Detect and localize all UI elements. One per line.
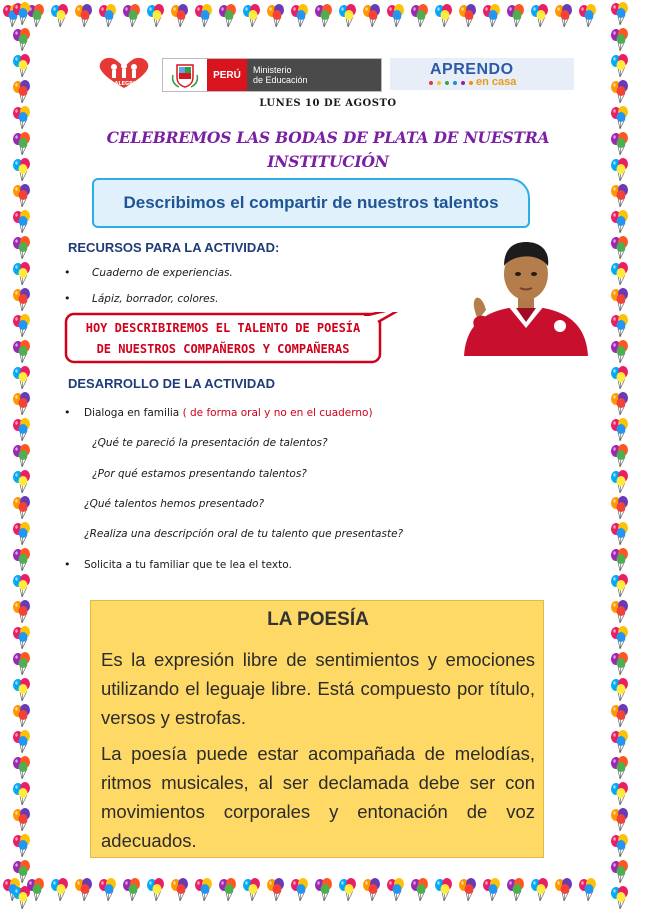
poesia-paragraph-1: Es la expresión libre de sentimientos y emociones utilizando el leguaje libre. Está compuesto por título, versos y estrofas. <box>101 649 535 728</box>
poesia-title: LA POESÍA <box>267 609 369 630</box>
balloon-icon <box>312 4 336 28</box>
bullet-dot-icon: • <box>64 292 71 305</box>
balloon-icon <box>608 158 632 182</box>
balloon-icon <box>10 444 34 468</box>
balloon-icon <box>72 4 96 28</box>
speech-bubble-text <box>64 318 382 360</box>
balloon-icon <box>608 886 632 910</box>
balloon-icon <box>10 392 34 416</box>
balloon-icon <box>608 678 632 702</box>
recursos-heading: RECURSOS PARA LA ACTIVIDAD: <box>68 240 280 255</box>
balloon-icon <box>608 418 632 442</box>
balloon-icon <box>552 878 576 902</box>
balloon-icon <box>408 878 432 902</box>
question-4: ¿Realiza una descripción oral de tu talento que presentaste? <box>84 528 404 540</box>
balloon-icon <box>608 54 632 78</box>
balloon-border-top <box>0 0 656 40</box>
fya-logo <box>96 56 152 90</box>
balloon-icon <box>168 878 192 902</box>
balloon-icon <box>10 54 34 78</box>
balloon-icon <box>480 878 504 902</box>
balloon-icon <box>608 626 632 650</box>
minedu-peru-label: PERÚ <box>207 59 247 91</box>
question-3: ¿Qué talentos hemos presentado? <box>84 498 265 510</box>
balloon-icon <box>528 4 552 28</box>
balloon-icon <box>10 860 34 884</box>
balloon-icon <box>312 878 336 902</box>
aprendo-en-casa-logo <box>390 58 574 90</box>
balloon-icon <box>608 470 632 494</box>
balloon-icon <box>576 878 600 902</box>
minedu-logo <box>162 58 382 92</box>
balloon-icon <box>336 878 360 902</box>
peru-shield-icon <box>163 59 207 91</box>
balloon-icon <box>608 132 632 156</box>
balloon-border-left <box>6 0 40 924</box>
balloon-icon <box>10 158 34 182</box>
balloon-icon <box>10 548 34 572</box>
balloon-icon <box>10 652 34 676</box>
balloon-icon <box>10 2 34 26</box>
balloon-icon <box>608 106 632 130</box>
balloon-icon <box>608 496 632 520</box>
poesia-paragraph-2: La poesía puede estar acompañada de melodías, ritmos musicales, al ser declamada debe ser con movimientos corporales y entonación de voz adecuados. <box>101 743 535 851</box>
poesia-box <box>90 600 544 858</box>
balloon-icon <box>10 418 34 442</box>
balloon-icon <box>216 4 240 28</box>
header-logos <box>96 56 576 92</box>
recursos-item-2: Lápiz, borrador, colores. <box>92 293 219 305</box>
balloon-icon <box>456 878 480 902</box>
balloon-icon <box>216 878 240 902</box>
balloon-icon <box>264 4 288 28</box>
balloon-icon <box>240 878 264 902</box>
balloon-icon <box>192 878 216 902</box>
balloon-icon <box>10 600 34 624</box>
balloon-icon <box>608 444 632 468</box>
child-photo <box>460 236 592 356</box>
speech-line2: DE NUESTROS COMPAÑEROS Y COMPAÑERAS <box>96 342 350 356</box>
balloon-icon <box>264 878 288 902</box>
aprendo-subtitle: en casa <box>476 76 517 88</box>
balloon-icon <box>10 262 34 286</box>
balloon-icon <box>608 392 632 416</box>
balloon-icon <box>384 4 408 28</box>
balloon-icon <box>10 132 34 156</box>
balloon-icon <box>360 4 384 28</box>
balloon-icon <box>120 878 144 902</box>
desarrollo-bullet-1-note: ( de forma oral y no en el cuaderno) <box>182 407 373 419</box>
balloon-icon <box>528 878 552 902</box>
balloon-icon <box>192 4 216 28</box>
balloon-icon <box>480 4 504 28</box>
balloon-icon <box>10 340 34 364</box>
balloon-icon <box>10 886 34 910</box>
balloon-icon <box>10 756 34 780</box>
balloon-icon <box>432 4 456 28</box>
question-1: ¿Qué te pareció la presentación de talentos? <box>92 437 328 449</box>
balloon-icon <box>608 184 632 208</box>
balloon-icon <box>384 878 408 902</box>
balloon-icon <box>552 4 576 28</box>
balloon-icon <box>608 860 632 884</box>
balloon-icon <box>408 4 432 28</box>
question-2: ¿Por qué estamos presentando talentos? <box>92 468 307 480</box>
balloon-icon <box>10 470 34 494</box>
balloon-icon <box>608 574 632 598</box>
minedu-line2: de Educación <box>253 75 308 85</box>
balloon-icon <box>432 878 456 902</box>
balloon-icon <box>608 834 632 858</box>
balloon-icon <box>48 4 72 28</box>
balloon-icon <box>608 548 632 572</box>
speech-line1: HOY DESCRIBIREMOS EL TALENTO DE POESÍA <box>85 321 361 335</box>
balloon-icon <box>48 878 72 902</box>
balloon-icon <box>10 210 34 234</box>
balloon-icon <box>10 834 34 858</box>
balloon-icon <box>10 626 34 650</box>
balloon-icon <box>360 878 384 902</box>
balloon-icon <box>72 878 96 902</box>
fya-logo-text: FE Y ALEGRIA 44 <box>100 81 148 87</box>
balloon-icon <box>608 730 632 754</box>
balloon-icon <box>10 574 34 598</box>
desarrollo-bullet-1 <box>84 407 373 419</box>
balloon-icon <box>10 704 34 728</box>
balloon-icon <box>288 4 312 28</box>
balloon-icon <box>608 262 632 286</box>
balloon-icon <box>240 4 264 28</box>
bullet-dot-icon: • <box>64 266 71 279</box>
balloon-icon <box>608 652 632 676</box>
bullet-dot-icon: • <box>64 406 71 419</box>
balloon-icon <box>608 236 632 260</box>
balloon-icon <box>144 878 168 902</box>
balloon-icon <box>608 2 632 26</box>
balloon-icon <box>608 314 632 338</box>
balloon-icon <box>608 704 632 728</box>
balloon-icon <box>10 496 34 520</box>
balloon-icon <box>10 808 34 832</box>
balloon-icon <box>608 808 632 832</box>
balloon-icon <box>336 4 360 28</box>
balloon-border-bottom <box>0 874 656 914</box>
balloon-icon <box>608 210 632 234</box>
desarrollo-heading: DESARROLLO DE LA ACTIVIDAD <box>68 376 276 391</box>
balloon-icon <box>608 782 632 806</box>
balloon-icon <box>10 184 34 208</box>
balloon-icon <box>10 522 34 546</box>
balloon-icon <box>608 366 632 390</box>
bullet-dot-icon: • <box>64 558 71 571</box>
balloon-icon <box>576 4 600 28</box>
minedu-line1: Ministerio <box>253 65 292 75</box>
balloon-border-right <box>604 0 638 924</box>
date-label: LUNES 10 DE AGOSTO <box>259 98 397 109</box>
color-dots-icon <box>428 80 476 86</box>
activity-subtitle: Describimos el compartir de nuestros talentos <box>92 178 530 228</box>
balloon-icon <box>608 756 632 780</box>
balloon-icon <box>10 236 34 260</box>
minedu-ministry-label <box>247 59 381 91</box>
page-title-line1: CELEBREMOS LAS BODAS DE PLATA DE NUESTRA INSTITUCIÓN <box>106 128 550 171</box>
balloon-icon <box>10 678 34 702</box>
balloon-icon <box>10 730 34 754</box>
balloon-icon <box>504 878 528 902</box>
balloon-icon <box>288 878 312 902</box>
balloon-icon <box>10 782 34 806</box>
balloon-icon <box>608 600 632 624</box>
desarrollo-bullet-2: Solicita a tu familiar que te lea el texto. <box>84 559 292 571</box>
balloon-icon <box>96 878 120 902</box>
aprendo-title: APRENDO <box>430 61 514 78</box>
balloon-icon <box>144 4 168 28</box>
balloon-icon <box>608 340 632 364</box>
balloon-icon <box>456 4 480 28</box>
recursos-item-1: Cuaderno de experiencias. <box>92 267 233 279</box>
balloon-icon <box>10 314 34 338</box>
balloon-icon <box>10 288 34 312</box>
desarrollo-bullet-1-text: Dialoga en familia <box>84 407 180 419</box>
balloon-icon <box>608 288 632 312</box>
balloon-icon <box>120 4 144 28</box>
balloon-icon <box>504 4 528 28</box>
balloon-icon <box>10 106 34 130</box>
balloon-icon <box>96 4 120 28</box>
balloon-icon <box>608 28 632 52</box>
balloon-icon <box>608 522 632 546</box>
balloon-icon <box>168 4 192 28</box>
balloon-icon <box>10 366 34 390</box>
balloon-icon <box>10 28 34 52</box>
